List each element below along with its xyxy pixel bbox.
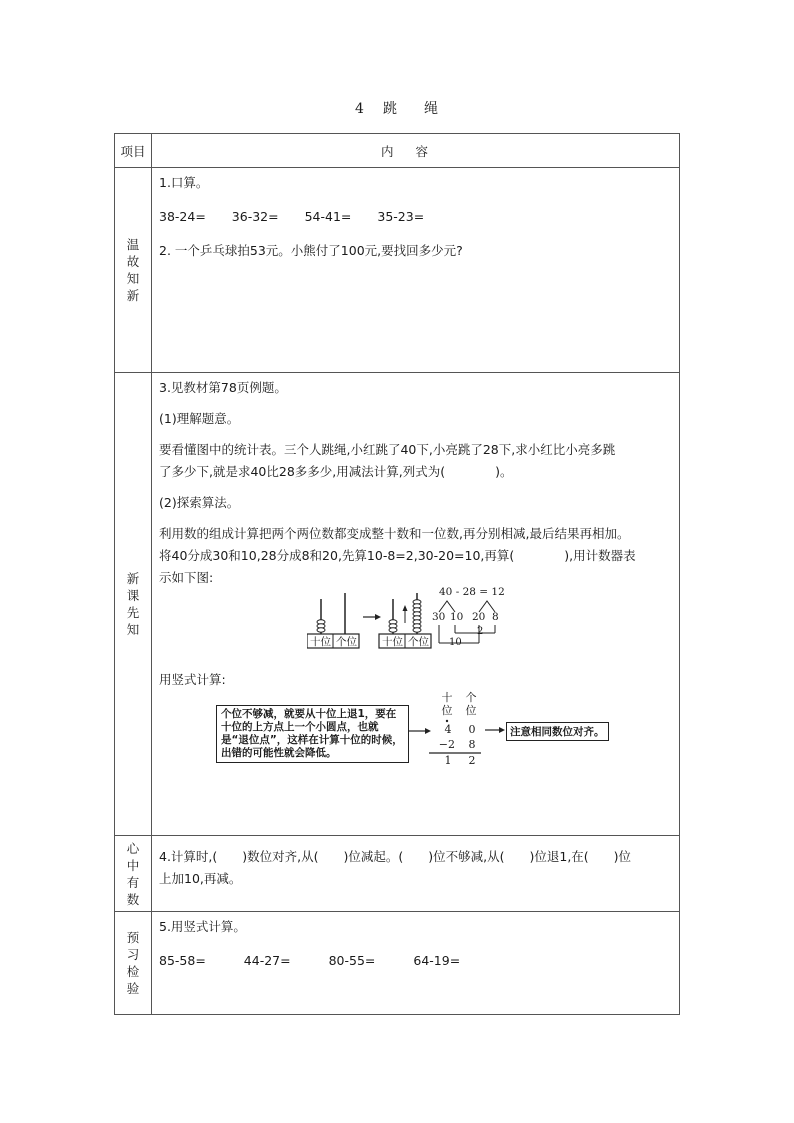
new-para2b: 将40分成30和10,28分成8和20,先算10-8=2,30-20=10,再算( ),用计数器表: [159, 548, 636, 563]
section-review: [115, 168, 680, 373]
review-expr: 54-41=: [304, 209, 352, 224]
row3-ones: 2: [468, 754, 476, 767]
new-para1a: 要看懂图中的统计表。三个人跳绳,小红跳了40下,小亮跳了28下,求小红比小亮多跳: [159, 442, 616, 457]
decomp-part: 30: [432, 611, 446, 623]
title-char-1: 跳: [382, 101, 398, 117]
section-new: [115, 373, 680, 836]
mind-label: 心中有数: [126, 840, 140, 907]
abacus-left-ones-label: 个位: [336, 636, 357, 648]
new-content: [152, 373, 680, 836]
col-tens-header: 十位: [441, 691, 453, 717]
mind-q4b: 上加10,再减。: [159, 871, 242, 886]
header-content-label: 内容: [380, 143, 450, 159]
header-item-label: 项目: [120, 143, 146, 159]
review-expr: 36-32=: [231, 209, 279, 224]
new-para1b: 了多少下,就是求40比28多多少,用减法计算,列式为( )。: [159, 464, 513, 479]
decomp-part: 20: [472, 611, 486, 623]
new-label-cell: [115, 373, 152, 836]
vertical-calc-diagram: [159, 691, 673, 781]
header-row: [115, 134, 680, 168]
title-char-2: 绳: [423, 101, 439, 117]
mind-q4a: 4.计算时,( )数位对齐,从( )位减起。( )位不够减,从( )位退1,在( )位: [159, 849, 632, 864]
mind-content: [152, 836, 680, 912]
abacus-left-tens-label: 十位: [310, 636, 331, 648]
decomposition-equation: 40 - 28 = 12: [439, 586, 505, 598]
check-expr: 85-58=: [159, 953, 206, 968]
page-title: [0, 98, 794, 118]
review-content: [152, 168, 680, 373]
header-col-content: [152, 134, 680, 168]
abacus-diagram: [159, 586, 673, 669]
review-expressions: [159, 206, 673, 228]
note-box: 个位不够减，就要从十位上退1，要在十位的上方点上一个小圆点，也就是“退位点”，这样在计算十位的时候，出错的可能性就会降低。: [216, 705, 409, 763]
check-expressions: [159, 950, 673, 972]
tip-box: 注意相同数位对齐。: [506, 722, 609, 741]
check-label-cell: [115, 912, 152, 1015]
review-q1: 1.口算。: [159, 175, 209, 190]
mind-label-cell: [115, 836, 152, 912]
vertical-calc-svg: [159, 691, 559, 781]
row2-tens: −2: [438, 738, 455, 751]
new-para2c: 示如下图:: [159, 570, 214, 585]
review-expr: 35-23=: [377, 209, 425, 224]
review-q2: 2. 一个乒乓球拍53元。小熊付了100元,要找回多少元?: [159, 243, 463, 258]
decomp-result-ones: 2: [477, 626, 484, 637]
new-label: 新课先知: [126, 571, 140, 637]
new-para2a: 利用数的组成计算把两个两位数都变成整十数和一位数,再分别相减,最后结果再相加。: [159, 526, 630, 541]
decomp-part: 8: [492, 611, 499, 623]
check-expr: 80-55=: [328, 953, 376, 968]
review-expr: 38-24=: [159, 209, 206, 224]
review-label-cell: [115, 168, 152, 373]
check-expr: 44-27=: [243, 953, 291, 968]
section-mind: [115, 836, 680, 912]
check-expr: 64-19=: [413, 953, 461, 968]
check-label: 预习检验: [126, 930, 140, 996]
new-sub2: (2)探索算法。: [159, 495, 240, 510]
new-q3: 3.见教材第78页例题。: [159, 380, 287, 395]
header-col-item: [115, 134, 152, 168]
abacus-right-ones-label: 个位: [408, 636, 429, 648]
vertical-title: 用竖式计算:: [159, 672, 226, 687]
abacus-right-tens-label: 十位: [382, 636, 403, 648]
row1-ones: 0: [468, 723, 476, 736]
check-content: [152, 912, 680, 1015]
col-ones-header: 个位: [465, 691, 477, 717]
abacus-svg: [307, 589, 707, 669]
new-sub1: (1)理解题意。: [159, 411, 240, 426]
row1-tens: 4: [444, 723, 452, 736]
review-label: 温故知新: [126, 237, 140, 303]
row3-tens: 1: [444, 754, 452, 767]
decomp-result-tens: 10: [449, 637, 462, 648]
section-check: [115, 912, 680, 1015]
check-q5: 5.用竖式计算。: [159, 919, 246, 934]
lesson-table: [114, 133, 680, 1015]
lesson-number: 4: [355, 101, 365, 117]
decomp-part: 10: [450, 611, 464, 623]
row2-ones: 8: [468, 738, 476, 751]
